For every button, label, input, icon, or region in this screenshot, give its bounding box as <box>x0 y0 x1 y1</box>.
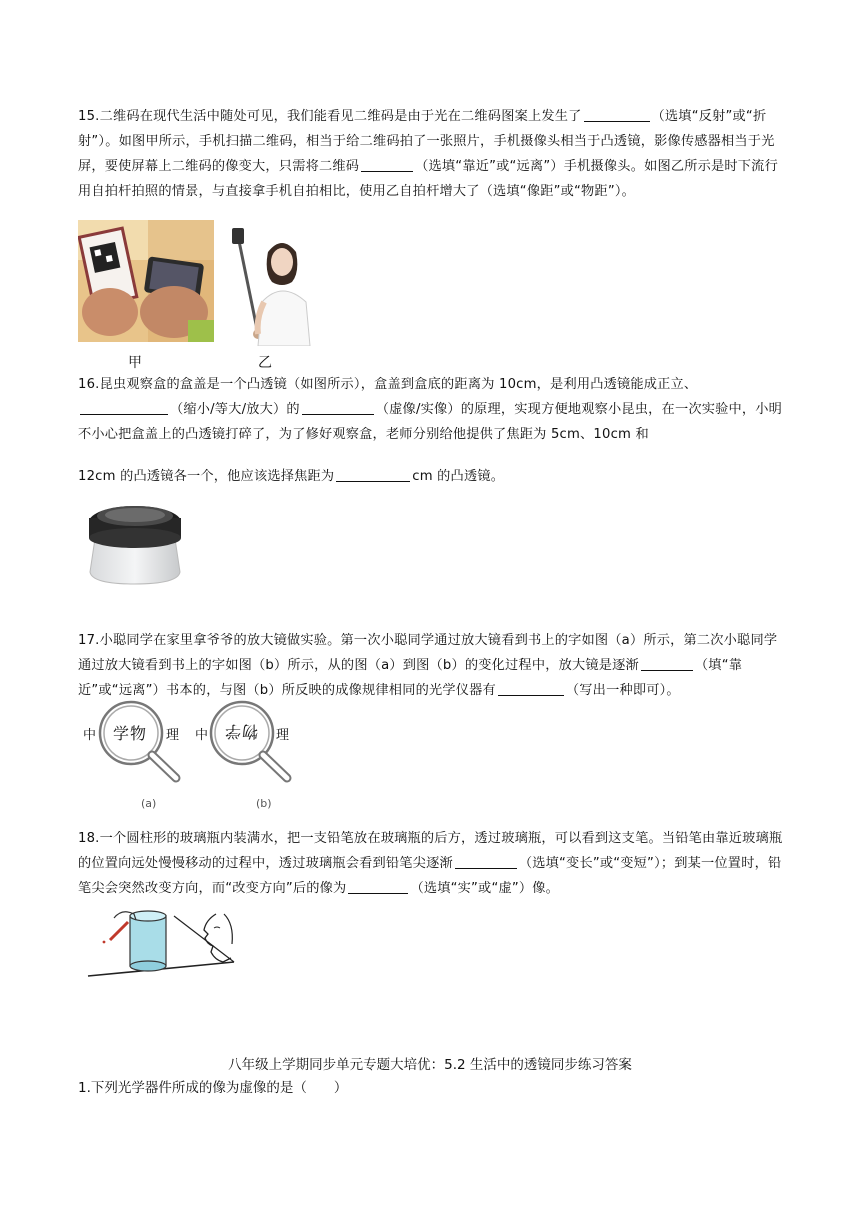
q17-text-3: （写出一种即可）。 <box>565 683 680 698</box>
q18-blank-2 <box>348 878 408 894</box>
question-18 <box>78 826 784 901</box>
answer-question-1: 1.下列光学器件所成的像为虚像的是（ ） <box>78 1080 348 1096</box>
caption-yi: 乙 <box>258 355 272 371</box>
q18-text-2: （选填“变长”或“变短”）；到某一位置时，铅笔尖会突然改变方向，而“改变方向”后的像为 <box>78 856 782 896</box>
q16-text-1: 16.昆虫观察盒的盒盖是一个凸透镜（如图所示），盒盖到盒底的距离为 10cm，是利用凸透镜能成正立、 <box>78 377 698 392</box>
q15-text-2: （选填“反射”或“折射”）。如图甲所示，手机扫描二维码，相当于给二维码拍了一张照片，手机摄像头相当于凸透镜，影像传感器相当于光屏，要使屏幕上二维码的像变大，只需将二维码 <box>78 109 775 174</box>
q17-text-2: （填“靠近”或“远离”）书本的，与图（b）所反映的成像规律相同的光学仪器有 <box>78 658 743 698</box>
fig-b-inverted-text: 物学 <box>224 722 259 741</box>
caption-jia: 甲 <box>128 355 142 371</box>
q16-blank-3 <box>336 466 410 482</box>
fig-b-right-char: 理 <box>276 728 290 743</box>
q16-text-4: 12cm 的凸透镜各一个，他应该选择焦距为 <box>78 469 335 484</box>
fig-a-right-char: 理 <box>166 728 180 743</box>
q16-text-2: （缩小/等大/放大）的 <box>170 402 300 417</box>
q15-text-3: （选填“靠近”或“远离”）手机摄像头。如图乙所示是时下流行用自拍杆拍照的情景，与直接拿手机自拍相比，使用乙自拍杆增大了（选填“像距”或“物距”）。 <box>78 159 778 199</box>
q16-blank-1 <box>80 399 168 415</box>
insect-box-photo <box>84 496 186 588</box>
question-16-continued <box>78 464 784 489</box>
fig-a-left-char: 中 <box>83 728 97 743</box>
q15-text-1: 15.二维码在现代生活中随处可见，我们能看见二维码是由于光在二维码图案上发生了 <box>78 109 582 124</box>
answer-section-title: 八年级上学期同步单元专题大培优：5.2 生活中的透镜同步练习答案 <box>228 1057 632 1073</box>
magnifier-figure-a <box>80 700 190 816</box>
q17-text-1: 17.小聪同学在家里拿爷爷的放大镜做实验。第一次小聪同学通过放大镜看到书上的字如图（a）所示，第二次小聪同学通过放大镜看到书上的字如图（b）所示，从的图（a）到图（b）的变化过程中，放大镜是逐渐 <box>78 633 778 673</box>
q18-text-1: 18.一个圆柱形的玻璃瓶内装满水，把一支铅笔放在玻璃瓶的后方，透过玻璃瓶，可以看到这支笔。当铅笔由靠近玻璃瓶的位置向远处慢慢移动的过程中，透过玻璃瓶会看到铅笔尖逐渐 <box>78 831 783 871</box>
fig-a-magnified-text: 学物 <box>113 724 148 743</box>
q18-blank-1 <box>455 853 517 869</box>
fig-b-left-char: 中 <box>195 728 209 743</box>
magnifier-figure-b <box>192 700 302 816</box>
selfie-stick-photo <box>222 222 318 346</box>
q16-text-3: （虚像/实像）的原理，实现方便地观察小昆虫，在一次实验中，小明不小心把盒盖上的凸透镜打碎了，为了修好观察盒，老师分别给他提供了焦距为 5cm、10cm 和 <box>78 402 783 442</box>
q16-blank-2 <box>302 399 374 415</box>
q18-text-3: （选填“实”或“虚”）像。 <box>410 881 560 896</box>
q17-blank-2 <box>498 680 564 696</box>
qr-scan-photo <box>78 220 214 342</box>
fig-a-label: (a) <box>141 797 157 810</box>
q15-blank-1 <box>584 106 650 122</box>
q17-blank-1 <box>641 655 693 671</box>
question-17 <box>78 628 784 703</box>
fig-b-label: (b) <box>256 797 272 810</box>
q16-text-5: cm 的凸透镜。 <box>412 469 505 484</box>
q15-blank-2 <box>361 156 413 172</box>
water-bottle-pencil-figure <box>84 906 244 986</box>
question-16 <box>78 372 784 447</box>
question-15 <box>78 104 784 204</box>
